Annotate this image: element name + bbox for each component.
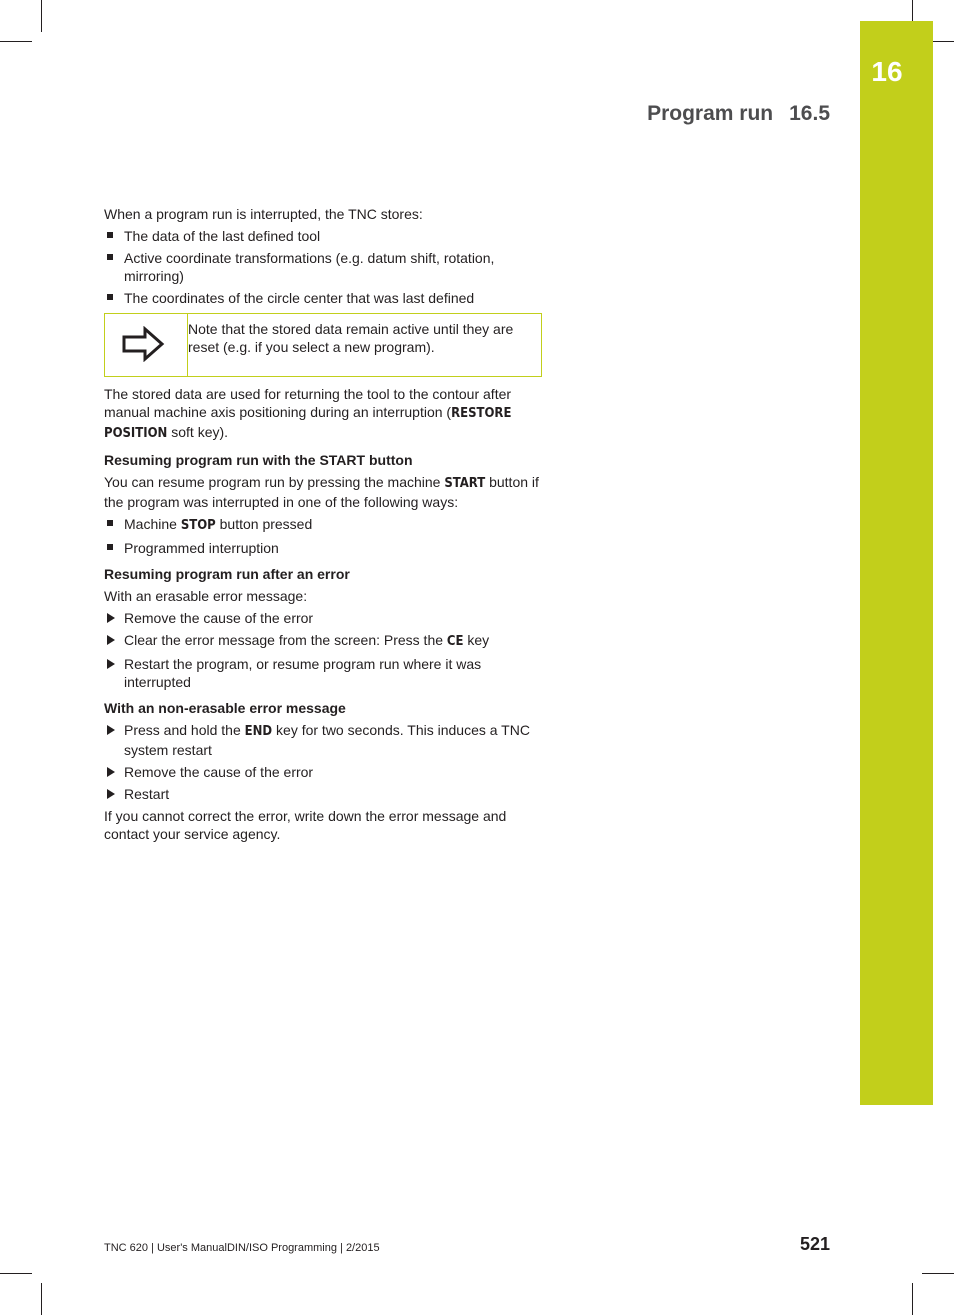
step-arrow-icon [107, 613, 115, 623]
start-paragraph: You can resume program run by pressing the machine START button if the program was interrupted in one of the following ways: [104, 474, 539, 510]
crop-mark [0, 41, 32, 42]
stored-items-list [104, 227, 544, 307]
crop-mark [41, 0, 42, 32]
square-bullet-icon [107, 544, 113, 550]
key-label: END [244, 724, 273, 739]
step-arrow-icon [107, 767, 115, 777]
note-text: Note that the stored data remain active until they are reset (e.g. if you select a new program). [188, 321, 514, 355]
running-header [647, 102, 830, 126]
header-title: Program run [647, 102, 774, 125]
square-bullet-icon [107, 232, 113, 238]
chapter-tab [860, 21, 933, 1105]
chapter-number: 16 [871, 56, 903, 87]
key-label: STOP [180, 518, 216, 533]
step-arrow-icon [107, 789, 115, 799]
interruption-list [104, 515, 544, 557]
list-item: Programmed interruption [104, 539, 544, 557]
crop-mark [41, 1283, 42, 1315]
arrow-right-icon [121, 326, 165, 362]
step-arrow-icon [107, 659, 115, 669]
list-item: Clear the error message from the screen: Press the CE key [104, 631, 544, 651]
stored-use-paragraph: The stored data are used for returning the tool to the contour after manual machine axis positioning during an interruption (RESTORE POSITION soft key). [104, 386, 512, 441]
list-item: Remove the cause of the error [104, 609, 544, 627]
note-icon-cell [105, 314, 188, 376]
step-arrow-icon [107, 725, 115, 735]
page-number: 521 [799, 1234, 830, 1254]
erasable-steps [104, 609, 544, 691]
list-item: Press and hold the END key for two seconds. This induces a TNC system restart [104, 721, 544, 759]
list-item: Restart [104, 785, 544, 803]
page-content [104, 205, 544, 843]
key-label: CE [446, 634, 464, 649]
square-bullet-icon [107, 254, 113, 260]
non-erasable-steps [104, 721, 544, 803]
square-bullet-icon [107, 520, 113, 526]
header-section: 16.5 [789, 102, 830, 125]
section-heading: Resuming program run with the START button [104, 452, 413, 468]
key-label: START [444, 476, 486, 491]
list-item: The data of the last defined tool [104, 227, 544, 245]
closing-paragraph: If you cannot correct the error, write down the error message and contact your service agency. [104, 808, 507, 842]
crop-mark [922, 1273, 954, 1274]
step-arrow-icon [107, 635, 115, 645]
footer-text: TNC 620 | User's ManualDIN/ISO Programming | 2/2015 [104, 1242, 380, 1254]
square-bullet-icon [107, 294, 113, 300]
list-item: Machine STOP button pressed [104, 515, 544, 535]
list-item: Active coordinate transformations (e.g. datum shift, rotation, mirroring) [104, 249, 544, 285]
note-box [104, 313, 542, 377]
intro-paragraph: When a program run is interrupted, the TNC stores: [104, 206, 423, 222]
softkey-label: RESTORE POSITION [104, 406, 512, 441]
list-item: The coordinates of the circle center that was last defined [104, 289, 544, 307]
list-item: Restart the program, or resume program run where it was interrupted [104, 655, 544, 691]
crop-mark [0, 1273, 32, 1274]
crop-mark [912, 1283, 913, 1315]
section-heading: With an non-erasable error message [104, 700, 346, 716]
erasable-intro: With an erasable error message: [104, 588, 308, 604]
section-heading: Resuming program run after an error [104, 566, 350, 582]
list-item: Remove the cause of the error [104, 763, 544, 781]
